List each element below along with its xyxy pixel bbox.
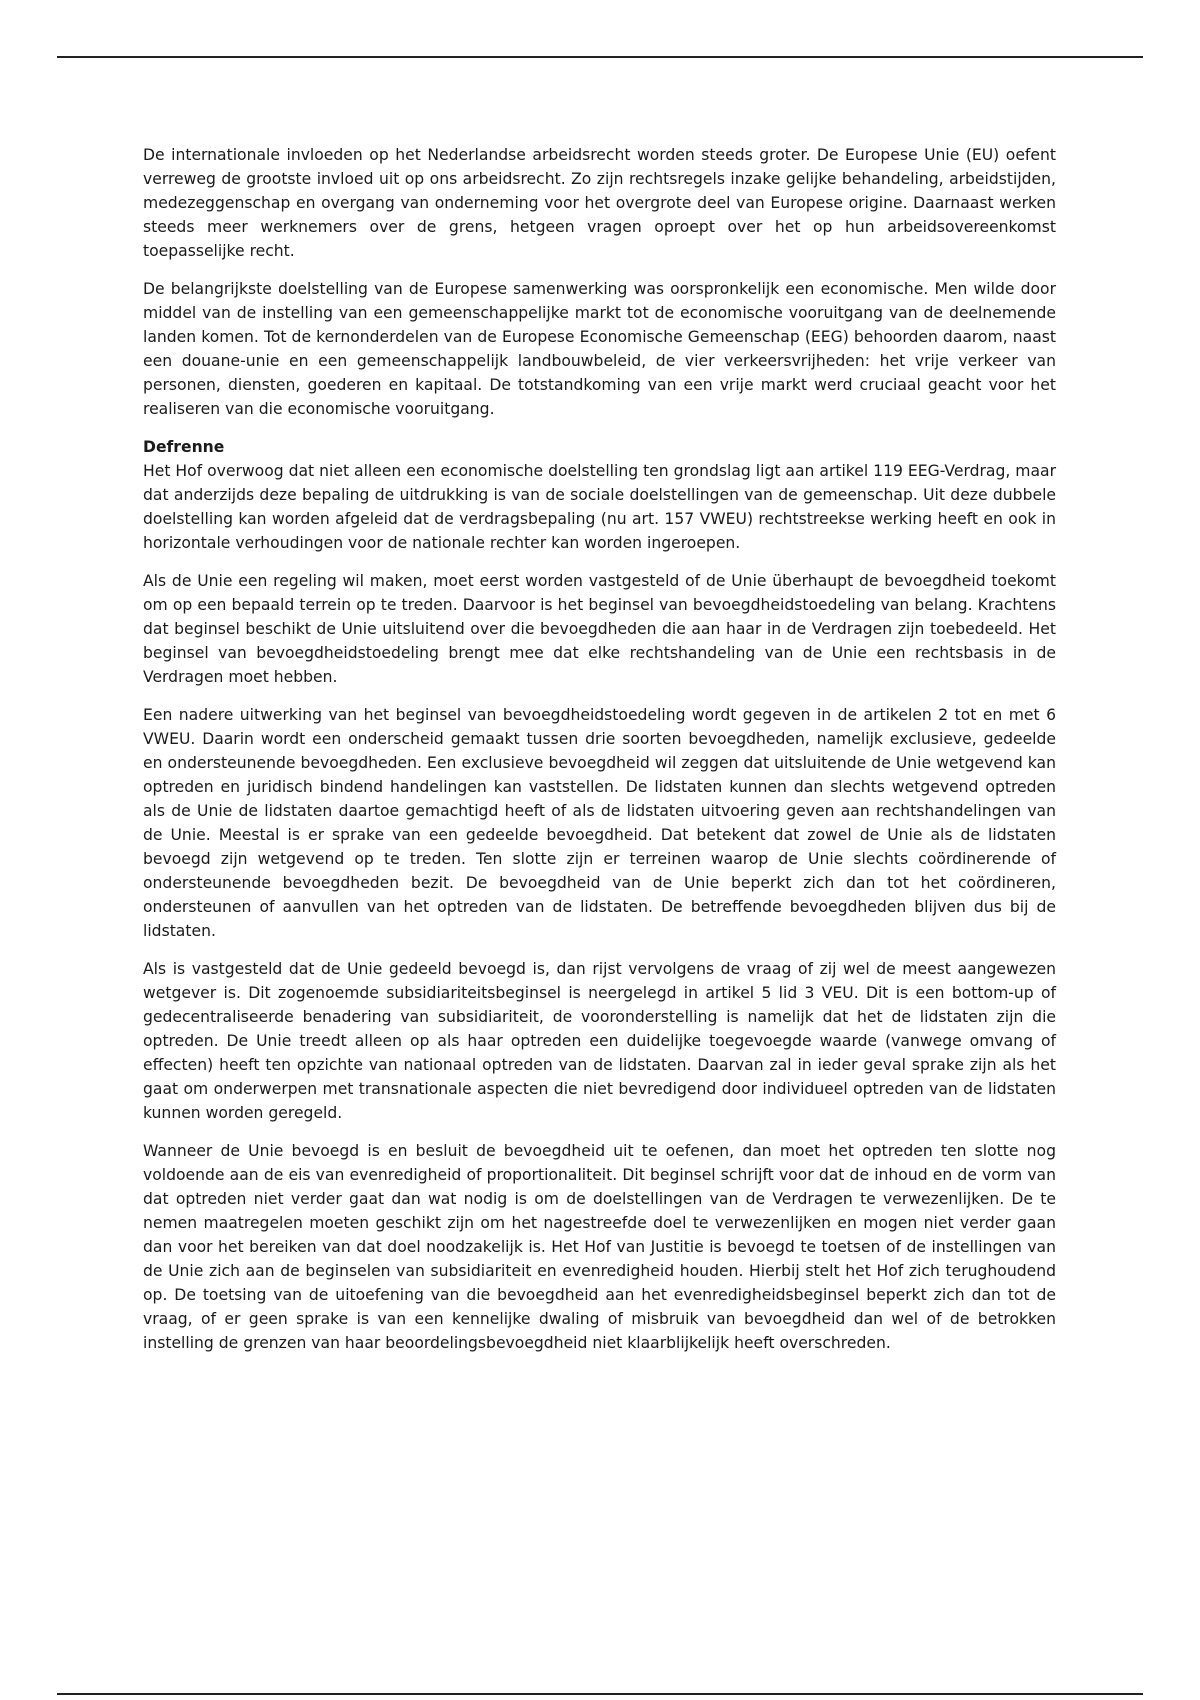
paragraph-subsidiariteit: Als is vastgesteld dat de Unie gedeeld bevoegd is, dan rijst vervolgens de vraag of zij wel de meest aangewezen wetgever is. Dit zogenoemde subsidiariteitsbeginsel is neergelegd in artikel 5 lid 3 VEU. Dit is een bottom-up of gedecentraliseerde benadering van subsidiariteit, de vooronderstelling is namelijk dat het de lidstaten zijn die optreden. De Unie treedt alleen op als haar optreden een duidelijke toegevoegde waarde (vanwege omvang of effecten) heeft ten opzichte van nationaal optreden van de lidstaten. Daarvan zal in ieder geval sprake zijn als het gaat om onderwerpen met transnationale aspecten die niet bevredigend door individueel optreden van de lidstaten kunnen worden geregeld. bbox=[143, 960, 1056, 1122]
paragraph-defrenne: Het Hof overwoog dat niet alleen een economische doelstelling ten grondslag ligt aan artikel 119 EEG-Verdrag, maar dat anderzijds deze bepaling de uitdrukking is van de sociale doelstellingen van de gemeenschap. Uit deze dubbele doelstelling kan worden afgeleid dat de verdragsbepaling (nu art. 157 VWEU) rechtstreekse werking heeft en ook in horizontale verhoudingen voor de nationale rechter kan worden ingeroepen. bbox=[143, 462, 1056, 552]
footer-rule bbox=[57, 1693, 1143, 1695]
paragraph-intro-1: De internationale invloeden op het Nederlandse arbeidsrecht worden steeds groter. De Europese Unie (EU) oefent verreweg de grootste invloed uit op ons arbeidsrecht. Zo zijn rechtsregels inzake gelijke behandeling, arbeidstijden, medezeggenschap en overgang van onderneming voor het overgrote deel van Europese origine. Daarnaast werken steeds meer werknemers over de grens, hetgeen vragen oproept over het op hun arbeidsovereenkomst toepasselijke recht. bbox=[143, 146, 1056, 260]
page-body bbox=[143, 143, 1056, 1369]
paragraph-intro-2: De belangrijkste doelstelling van de Europese samenwerking was oorspronkelijk een economische. Men wilde door middel van de instelling van een gemeenschappelijke markt tot de economische vooruitgang van de deelnemende landen komen. Tot de kernonderdelen van de Europese Economische Gemeenschap (EEG) behoorden daarom, naast een douane-unie en een gemeenschappelijk landbouwbeleid, de vier verkeersvrijheden: het vrije verkeer van personen, diensten, goederen en kapitaal. De totstandkoming van een vrije markt werd cruciaal geacht voor het realiseren van die economische vooruitgang. bbox=[143, 280, 1056, 418]
paragraph-soorten-bevoegdheden: Een nadere uitwerking van het beginsel van bevoegdheidstoedeling wordt gegeven in de artikelen 2 tot en met 6 VWEU. Daarin wordt een onderscheid gemaakt tussen drie soorten bevoegdheden, namelijk exclusieve, gedeelde en ondersteunende bevoegdheden. Een exclusieve bevoegdheid wil zeggen dat uitsluitende de Unie wetgevend kan optreden en juridisch bindend handelingen kan vaststellen. De lidstaten kunnen dan slechts wetgevend optreden als de Unie de lidstaten daartoe gemachtigd heeft of als de lidstaten uitvoering geven aan rechtshandelingen van de Unie. Meestal is er sprake van een gedeelde bevoegdheid. Dat betekent dat zowel de Unie als de lidstaten bevoegd zijn wetgevend op te treden. Ten slotte zijn er terreinen waarop de Unie slechts coördinerende of ondersteunende bevoegdheden bezit. De bevoegdheid van de Unie beperkt zich dan tot het coördineren, ondersteunen of aanvullen van het optreden van de lidstaten. De betreffende bevoegdheden blijven dus bij de lidstaten. bbox=[143, 706, 1056, 940]
paragraph-bevoegdheidstoedeling: Als de Unie een regeling wil maken, moet eerst worden vastgesteld of de Unie überhaupt de bevoegdheid toekomt om op een bepaald terrein op te treden. Daarvoor is het beginsel van bevoegdheidstoedeling van belang. Krachtens dat beginsel beschikt de Unie uitsluitend over die bevoegdheden die aan haar in de Verdragen zijn toebedeeld. Het beginsel van bevoegdheidstoedeling brengt mee dat elke rechtshandeling van de Unie een rechtsbasis in de Verdragen moet hebben. bbox=[143, 572, 1056, 686]
section-heading-defrenne: Defrenne bbox=[143, 438, 225, 456]
header-rule bbox=[57, 56, 1143, 58]
paragraph-evenredigheid: Wanneer de Unie bevoegd is en besluit de bevoegdheid uit te oefenen, dan moet het optreden ten slotte nog voldoende aan de eis van evenredigheid of proportionaliteit. Dit beginsel schrijft voor dat de inhoud en de vorm van dat optreden niet verder gaat dan wat nodig is om de doelstellingen van de Verdragen te verwezenlijken. De te nemen maatregelen moeten geschikt zijn om het nagestreefde doel te verwezenlijken en mogen niet verder gaan dan voor het bereiken van dat doel noodzakelijk is. Het Hof van Justitie is bevoegd te toetsen of de instellingen van de Unie zich aan de beginselen van subsidiariteit en evenredigheid houden. Hierbij stelt het Hof zich terughoudend op. De toetsing van de uitoefening van die bevoegdheid aan het evenredigheidsbeginsel beperkt zich dan tot de vraag, of er geen sprake is van een kennelijke dwaling of misbruik van bevoegdheid dan wel of de betrokken instelling de grenzen van haar beoordelingsbevoegdheid niet klaarblijkelijk heeft overschreden. bbox=[143, 1142, 1056, 1352]
